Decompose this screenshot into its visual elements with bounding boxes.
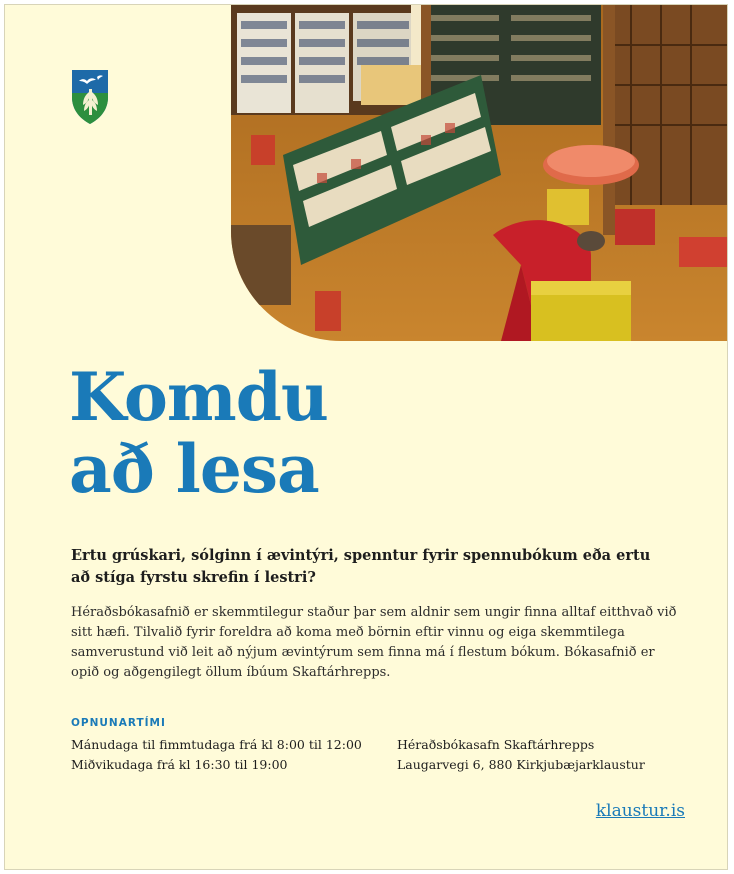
headline [69, 358, 328, 508]
poster [4, 4, 728, 870]
body-paragraph: Héraðsbókasafnið er skemmtilegur staður þar sem aldnir sem ungir finna alltaf eitthvað við sitt hæfi. Tilvalið fyrir foreldra að koma með börnin eftir vinnu og eiga skemmtilega samverustund við leit að nýjum ævintýrum sem finna má í flestum bókum. Bókasafnið er opið og aðgengilegt öllum íbúum Skaftárhrepps. [71, 605, 677, 680]
address-line: Laugarvegi 6, 880 Kirkjubæjarklaustur [397, 757, 645, 772]
library-address [397, 735, 687, 775]
municipal-shield-icon [71, 69, 109, 125]
headline-line-1: Komdu [69, 358, 328, 436]
headline-line-2: að lesa [69, 430, 319, 508]
website-link[interactable]: klaustur.is [595, 801, 685, 821]
opening-hours-title: OPNUNARTÍMI [71, 717, 166, 729]
lead-paragraph: Ertu grúskari, sólginn í ævintýri, spenntur fyrir spennubókum eða ertu að stíga fyrstu skrefin í lestri? [71, 547, 651, 586]
library-photo [231, 5, 728, 341]
opening-hours [71, 735, 371, 775]
address-line: Héraðsbókasafn Skaftárhrepps [397, 737, 595, 752]
hours-line: Mánudaga til fimmtudaga frá kl 8:00 til 12:00 [71, 737, 362, 752]
hours-line: Miðvikudaga frá kl 16:30 til 19:00 [71, 757, 288, 772]
